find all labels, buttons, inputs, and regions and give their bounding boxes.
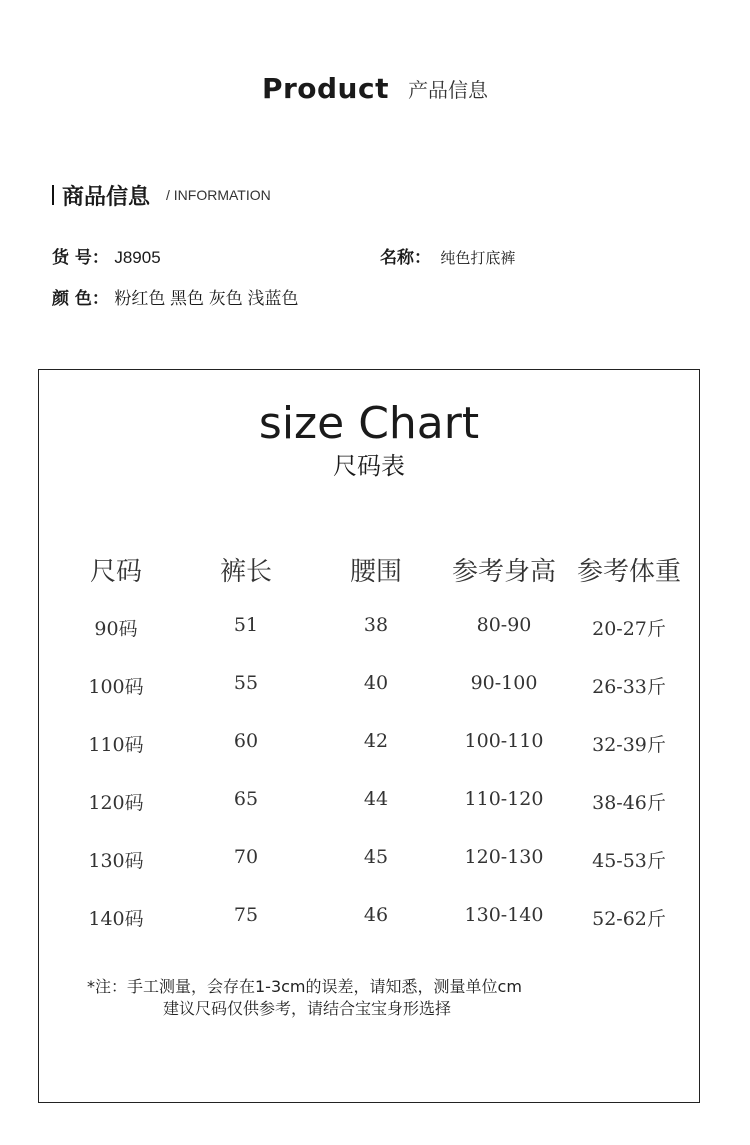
table-cell: 32-39斤 [592,734,666,756]
table-cell: 100码 [88,676,144,698]
table-header-cell: 参考身高 [451,557,556,587]
table-header-cell: 裤长 [219,557,272,587]
table-cell: 120-130 [464,846,544,868]
table-cell: 75 [233,904,259,926]
table-cell: 26-33斤 [592,676,666,698]
table-cell: 120码 [88,792,144,814]
table-cell: 46 [363,904,389,926]
table-cell: 80-90 [476,614,532,636]
table-cell: 140码 [88,908,144,930]
table-cell: 42 [363,730,389,752]
header-title-en: Product [261,72,389,105]
table-cell: 130码 [88,850,144,872]
header-title-cn: 产品信息 [408,78,489,102]
sku-value: J8905 [114,248,161,267]
table-header-cell: 腰围 [349,557,402,587]
table-cell: 52-62斤 [592,908,666,930]
size-chart-subtitle: 尺码表 [333,452,405,480]
table-cell: 90-100 [470,672,538,694]
section-title-en: / INFORMATION [166,187,271,203]
name-info [380,243,515,268]
section-divider-bar [52,185,54,205]
size-note-line-1: *注：手工测量，会存在1-3cm的误差，请知悉，测量单位cm [87,977,522,996]
table-header-cell: 尺码 [89,557,142,587]
size-chart-title: size Chart [258,398,480,449]
table-cell: 110码 [88,734,144,756]
table-cell: 40 [363,672,389,694]
table-cell: 55 [233,672,259,694]
table-cell: 90码 [94,618,138,640]
table-header-cell: 参考体重 [576,557,681,587]
table-cell: 51 [233,614,259,636]
section-title [52,180,271,210]
table-cell: 44 [363,788,389,810]
sku-label: 货 号： [52,248,109,268]
table-cell: 130-140 [464,904,544,926]
size-note-line-2: 建议尺码仅供参考，请结合宝宝身形选择 [163,999,452,1018]
size-note [87,976,522,1020]
size-chart-box [38,369,700,1103]
table-cell: 60 [233,730,259,752]
color-label: 颜 色： [52,289,109,309]
section-title-cn: 商品信息 [62,184,151,210]
color-info [52,284,299,309]
table-cell: 38 [363,614,389,636]
table-cell: 45 [363,846,389,868]
table-cell: 65 [233,788,259,810]
sku-info [52,243,161,268]
table-cell: 20-27斤 [592,618,666,640]
page-header [0,72,750,105]
table-cell: 38-46斤 [592,792,666,814]
table-cell: 45-53斤 [592,850,666,872]
table-cell: 70 [233,846,259,868]
table-cell: 100-110 [464,730,544,752]
color-value: 粉红色 黑色 灰色 浅蓝色 [114,289,299,308]
table-cell: 110-120 [464,788,544,810]
name-label: 名称： [380,248,431,268]
name-value: 纯色打底裤 [440,249,516,267]
